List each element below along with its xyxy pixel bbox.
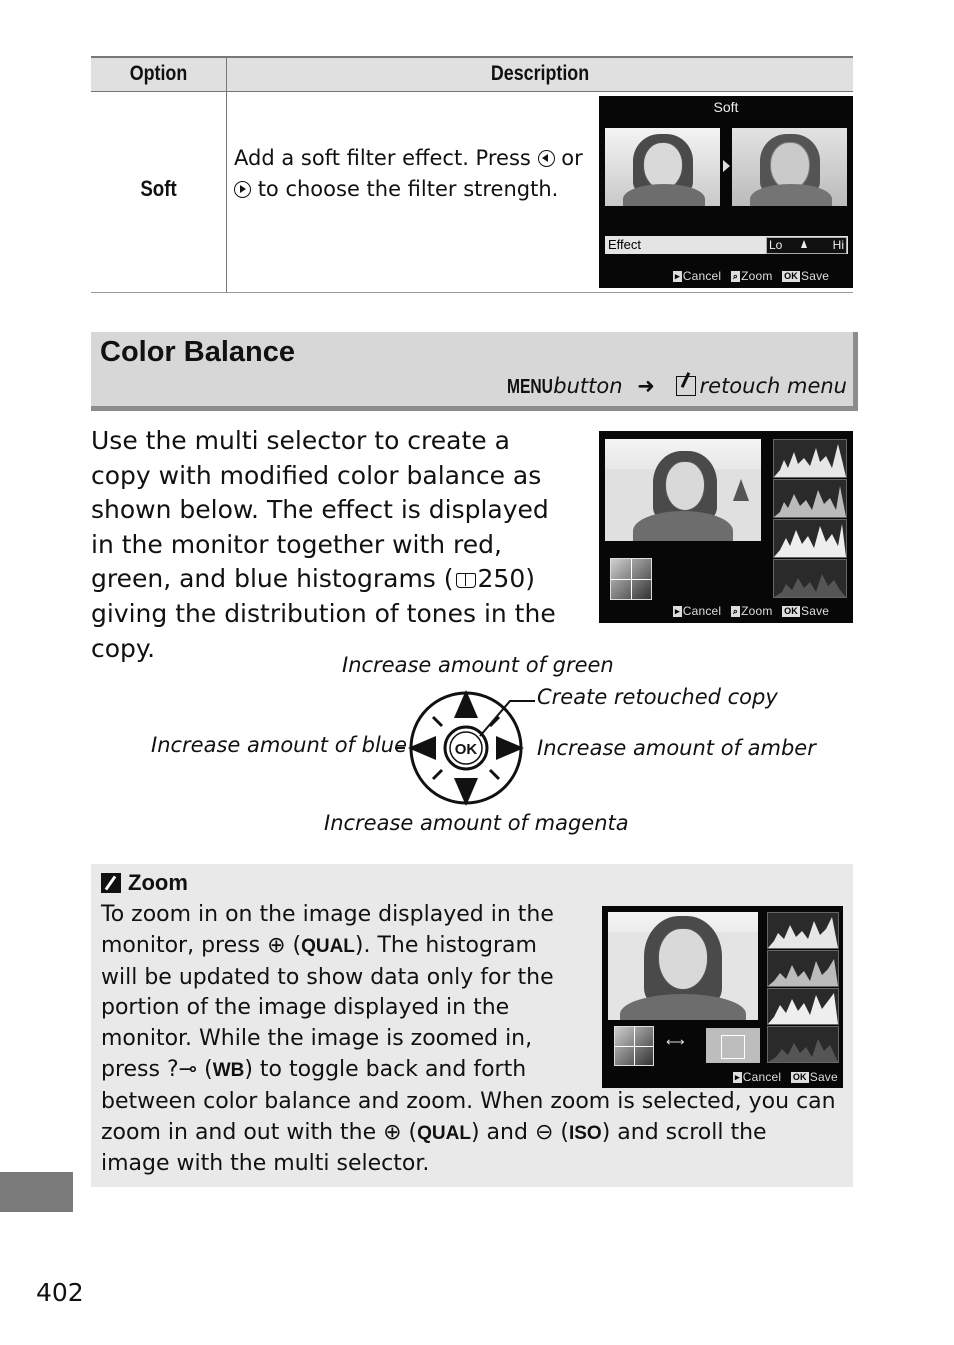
help-protect-icon: ?⊸ <box>167 1056 198 1082</box>
cancel-label: Cancel <box>682 604 722 618</box>
save-label: Save <box>809 1070 838 1084</box>
desc-part-a: Add a soft filter effect. Press <box>234 146 531 170</box>
iso-button-label: ISO <box>568 1122 602 1144</box>
retouch-brush-icon <box>676 376 696 396</box>
histogram-red <box>767 950 839 987</box>
color-balance-photo <box>605 439 761 541</box>
option-soft: Soft <box>140 176 177 201</box>
note-t2: ). The histogram will be updated to show data only for the portion of the image displayed in the monitor. While the image is zoomed in, press <box>101 932 554 1082</box>
ok-button-icon: OK <box>784 606 799 616</box>
histogram-green <box>767 988 839 1025</box>
playback-icon: ▸ <box>735 1072 740 1082</box>
path-menu-name: retouch menu <box>699 374 847 398</box>
slider-lo: Lo <box>769 238 783 252</box>
zoom-screen <box>602 906 843 1088</box>
note-text: To zoom in on the image displayed in the monitor, press ⊕ (QUAL). The histogram will be updated to show data only for the portion of the image displayed in the monitor. While the image is zoomed in, press ?⊸ (WB) to toggle back and forth between color balance and zoom. When zoom is selected, you can zoom in and out with the ⊕ (QUAL) and ⊖ (ISO) and scroll the image with the multi selector. <box>101 900 841 1180</box>
slider-marker-icon <box>801 240 807 248</box>
color-balance-screen <box>599 431 853 623</box>
menu-word: MENU <box>506 376 553 398</box>
histogram-blue <box>773 559 847 598</box>
soft-filter-screen <box>599 96 853 288</box>
playback-icon: ▸ <box>675 271 680 281</box>
table-bottom-rule <box>91 292 853 293</box>
label-right-amber: Increase amount of amber <box>537 736 816 760</box>
screen-title: Soft <box>713 99 739 115</box>
note-t5: ) and scroll the image with the multi selector. <box>101 1119 767 1177</box>
soft-preview-photo <box>732 128 847 206</box>
note-t4: ) and <box>470 1119 528 1145</box>
screen-footer <box>673 269 829 283</box>
arrow-right-icon <box>723 160 730 172</box>
body-part2: ) giving the distribution of tones in the copy. <box>91 564 556 663</box>
slider-hi: Hi <box>832 238 844 252</box>
cancel-label: Cancel <box>682 269 722 283</box>
path-arrow-icon: ➜ <box>637 374 655 398</box>
note-title-text: Zoom <box>128 870 188 895</box>
ok-button-icon: OK <box>784 271 799 281</box>
color-balance-grid <box>610 558 652 600</box>
option-soft-description <box>234 143 584 205</box>
zoom-icon: ⌕ <box>732 606 739 616</box>
note-t1: To zoom in on the image displayed in the monitor, press <box>101 902 554 958</box>
body-part1: Use the multi selector to create a copy with modified color balance as shown below. The effect is displayed in the monitor together with red, green, and blue histograms ( <box>91 426 549 594</box>
zoomed-photo <box>608 912 758 1020</box>
screen-footer <box>673 604 829 618</box>
qual-button-label: QUAL <box>417 1122 471 1144</box>
label-down-magenta: Increase amount of magenta <box>324 811 629 835</box>
path-button: button <box>553 374 623 398</box>
save-label: Save <box>801 269 830 283</box>
zoom-label: Zoom <box>741 269 773 283</box>
save-label: Save <box>801 604 830 618</box>
page-number: 402 <box>36 1278 84 1307</box>
section-title: Color Balance <box>100 336 295 368</box>
cancel-label: Cancel <box>742 1070 782 1084</box>
table-column-divider <box>226 56 227 293</box>
color-balance-grid <box>614 1026 654 1066</box>
section-header <box>91 332 858 411</box>
original-photo <box>605 128 720 206</box>
histogram-overall <box>767 912 839 949</box>
zoom-label: Zoom <box>741 604 773 618</box>
strength-slider[interactable] <box>766 237 847 254</box>
toggle-arrows-icon: ⟷ <box>666 1034 685 1049</box>
page-reference: 250 <box>477 564 526 594</box>
zoom-in-icon: ⊕ <box>267 932 286 958</box>
histogram-overall <box>773 439 847 478</box>
book-icon <box>456 573 476 588</box>
label-ok-create: Create retouched copy <box>537 685 778 709</box>
pencil-icon <box>101 873 121 893</box>
note-t3: ) to toggle back and forth between color balance and zoom. When zoom is selected, you can zoom in and out with the <box>101 1056 836 1145</box>
desc-part-c: to choose the filter strength. <box>257 177 559 201</box>
table-header-description: Description <box>490 62 590 85</box>
multi-selector-diagram <box>395 684 535 810</box>
zoom-note <box>91 864 853 1187</box>
ok-button-label: OK <box>454 741 478 758</box>
multi-selector-right-icon <box>234 181 251 198</box>
desc-part-b: or <box>561 146 583 170</box>
histogram-green <box>773 519 847 558</box>
table-header-row <box>91 56 853 92</box>
multi-selector-left-icon <box>538 150 555 167</box>
menu-path <box>494 374 847 399</box>
histogram-blue <box>767 1026 839 1063</box>
note-title <box>101 870 188 896</box>
label-left-blue: Increase amount of blue <box>151 733 408 757</box>
zoom-navigation-thumbnail <box>706 1028 760 1063</box>
zoom-in-icon: ⊕ <box>383 1119 402 1145</box>
qual-button-label: QUAL <box>301 935 355 957</box>
color-balance-description <box>91 424 566 666</box>
ok-button-icon: OK <box>792 1072 807 1082</box>
effect-label: Effect <box>608 237 642 252</box>
zoom-out-icon: ⊖ <box>534 1119 554 1145</box>
table-header-option: Option <box>129 62 188 85</box>
label-up-green: Increase amount of green <box>342 653 614 677</box>
wb-button-label: WB <box>212 1059 245 1081</box>
histogram-red <box>773 479 847 518</box>
zoom-icon: ⌕ <box>732 271 739 281</box>
section-thumb-tab <box>0 1172 73 1212</box>
screen-footer <box>733 1070 838 1084</box>
playback-icon: ▸ <box>675 606 680 616</box>
